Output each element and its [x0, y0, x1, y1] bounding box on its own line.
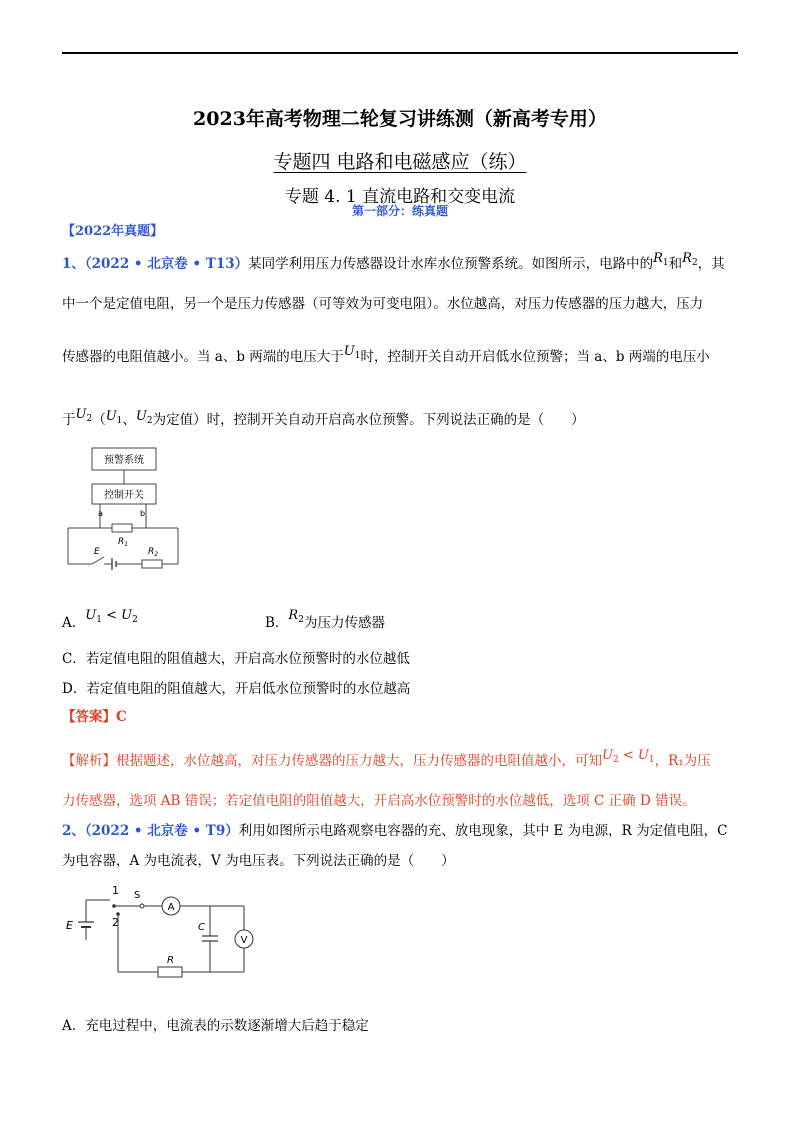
- warning-system-label: 预警系统: [104, 455, 144, 466]
- q1-option-a-label: A．: [62, 615, 86, 631]
- resistor-r2: [142, 560, 162, 568]
- topic-text: 专题四 电路和电磁感应（练）: [273, 151, 527, 173]
- resistor-r: [158, 967, 182, 977]
- q1-line1: [62, 251, 725, 275]
- r1-label: $R_1$: [118, 537, 129, 548]
- q1-text-1a: 某同学利用压力传感器设计水库水位预警系统。如图所示，电路中的: [248, 256, 654, 272]
- resistor-label: R: [167, 955, 174, 966]
- q1-r2-symbol: $R_2$: [682, 251, 698, 268]
- q1-option-a: [62, 608, 138, 634]
- q1-option-b-label: B．: [265, 615, 289, 631]
- q2-line1: [62, 823, 727, 839]
- terminal-1-label: 1: [112, 884, 119, 897]
- q1-tag: 1、（2022 • 北京卷 • T13）: [62, 256, 249, 272]
- q1-option-b: [265, 608, 385, 634]
- q2-circuit-diagram: [62, 878, 272, 978]
- r2-label: $R_2$: [148, 547, 159, 558]
- q1-r1-symbol: $R_1$: [653, 251, 669, 268]
- document-title: 2023年高考物理二轮复习讲练测（新高考专用）: [193, 108, 607, 130]
- part-heading: 第一部分：练真题: [351, 204, 448, 218]
- e-label: E: [94, 547, 100, 557]
- q1-text-3a: 传感器的电阻值越小。当 a、b 两端的电压大于: [62, 349, 344, 365]
- q1-analysis-math: $U_2 < U_1$: [602, 748, 655, 765]
- q1-text-4d: 为定值）时，控制开关自动开启高水位预警。下列说法正确的是（ ）: [152, 412, 585, 428]
- q1-u1-symbol-b: $U_1$: [105, 409, 123, 426]
- top-rule: [62, 52, 738, 54]
- q1-text-4b: （: [92, 412, 106, 428]
- source-e-label: E: [66, 919, 73, 932]
- q1-answer: 【答案】C: [62, 709, 127, 725]
- q1-analysis-line2: 力传感器，选项 AB 错误；若定值电阻的阻值越大，开启高水位预警时的水位越低，选项 C 正确 D 错误。: [62, 793, 696, 809]
- capacitor-label: C: [198, 922, 205, 933]
- terminal-a-label: a: [98, 509, 103, 518]
- q1-text-1b: ，其: [697, 256, 725, 272]
- section-label: 【2022年真题】: [62, 224, 164, 239]
- topic-heading: [0, 147, 800, 174]
- q1-line2: 中一个是定值电阻，另一个是压力传感器（可等效为可变电阻）。水位越高，对压力传感器的压力越大，压力: [62, 296, 704, 312]
- terminal-b-label: b: [140, 509, 146, 518]
- control-switch-label: 控制开关: [104, 490, 144, 501]
- q1-analysis-line1: [62, 748, 711, 772]
- q1-line3: [62, 344, 710, 368]
- subtopic-heading: 专题 4. 1 直流电路和交变电流: [284, 187, 516, 207]
- switch-lever: [92, 557, 104, 564]
- q1-circuit-diagram: [62, 440, 192, 578]
- q1-text-4a: 于: [62, 412, 76, 428]
- q1-option-c: C．若定值电阻的阻值越大，开启高水位预警时的水位越低: [62, 651, 410, 667]
- q1-analysis-text-a: 【解析】根据题述，水位越高，对压力传感器的压力越大，压力传感器的电阻值越小，可知: [62, 753, 602, 769]
- q2-text-1: 利用如图所示电路观察电容器的充、放电现象，其中 E 为电源，R 为定值电阻，C: [238, 823, 728, 839]
- q1-analysis-text-b: ，R₁为压: [654, 753, 711, 769]
- q1-option-b-text: 为压力传感器: [303, 615, 385, 631]
- q1-text-3b: 时，控制开关自动开启低水位预警；当 a、b 两端的电压小: [360, 349, 710, 365]
- q1-u1-symbol: $U_1$: [343, 344, 361, 361]
- switch-s-label: S: [134, 890, 141, 901]
- switch-pivot: [140, 904, 144, 908]
- terminal-2-label: 2: [112, 916, 119, 929]
- q1-u2-symbol: $U_2$: [75, 407, 93, 424]
- voltmeter-label: V: [240, 935, 248, 946]
- q1-line4: [62, 407, 585, 431]
- q1-text-4c: 、: [122, 412, 136, 428]
- resistor-r1: [112, 524, 132, 532]
- ammeter-label: A: [167, 902, 175, 913]
- q2-option-a: A．充电过程中，电流表的示数逐渐增大后趋于稳定: [62, 1018, 369, 1034]
- q1-u2-symbol-b: $U_2$: [135, 409, 153, 426]
- q1-option-b-math: $R_2$: [288, 608, 304, 625]
- q2-tag: 2、（2022 • 北京卷 • T9）: [62, 823, 239, 839]
- q2-line2: 为电容器，A 为电流表，V 为电压表。下列说法正确的是（ ）: [62, 853, 455, 869]
- q1-option-a-math: $U_1 < U_2$: [85, 608, 138, 625]
- q1-option-d: D．若定值电阻的阻值越大，开启低水位预警时的水位越高: [62, 681, 411, 697]
- q1-and: 和: [668, 256, 683, 272]
